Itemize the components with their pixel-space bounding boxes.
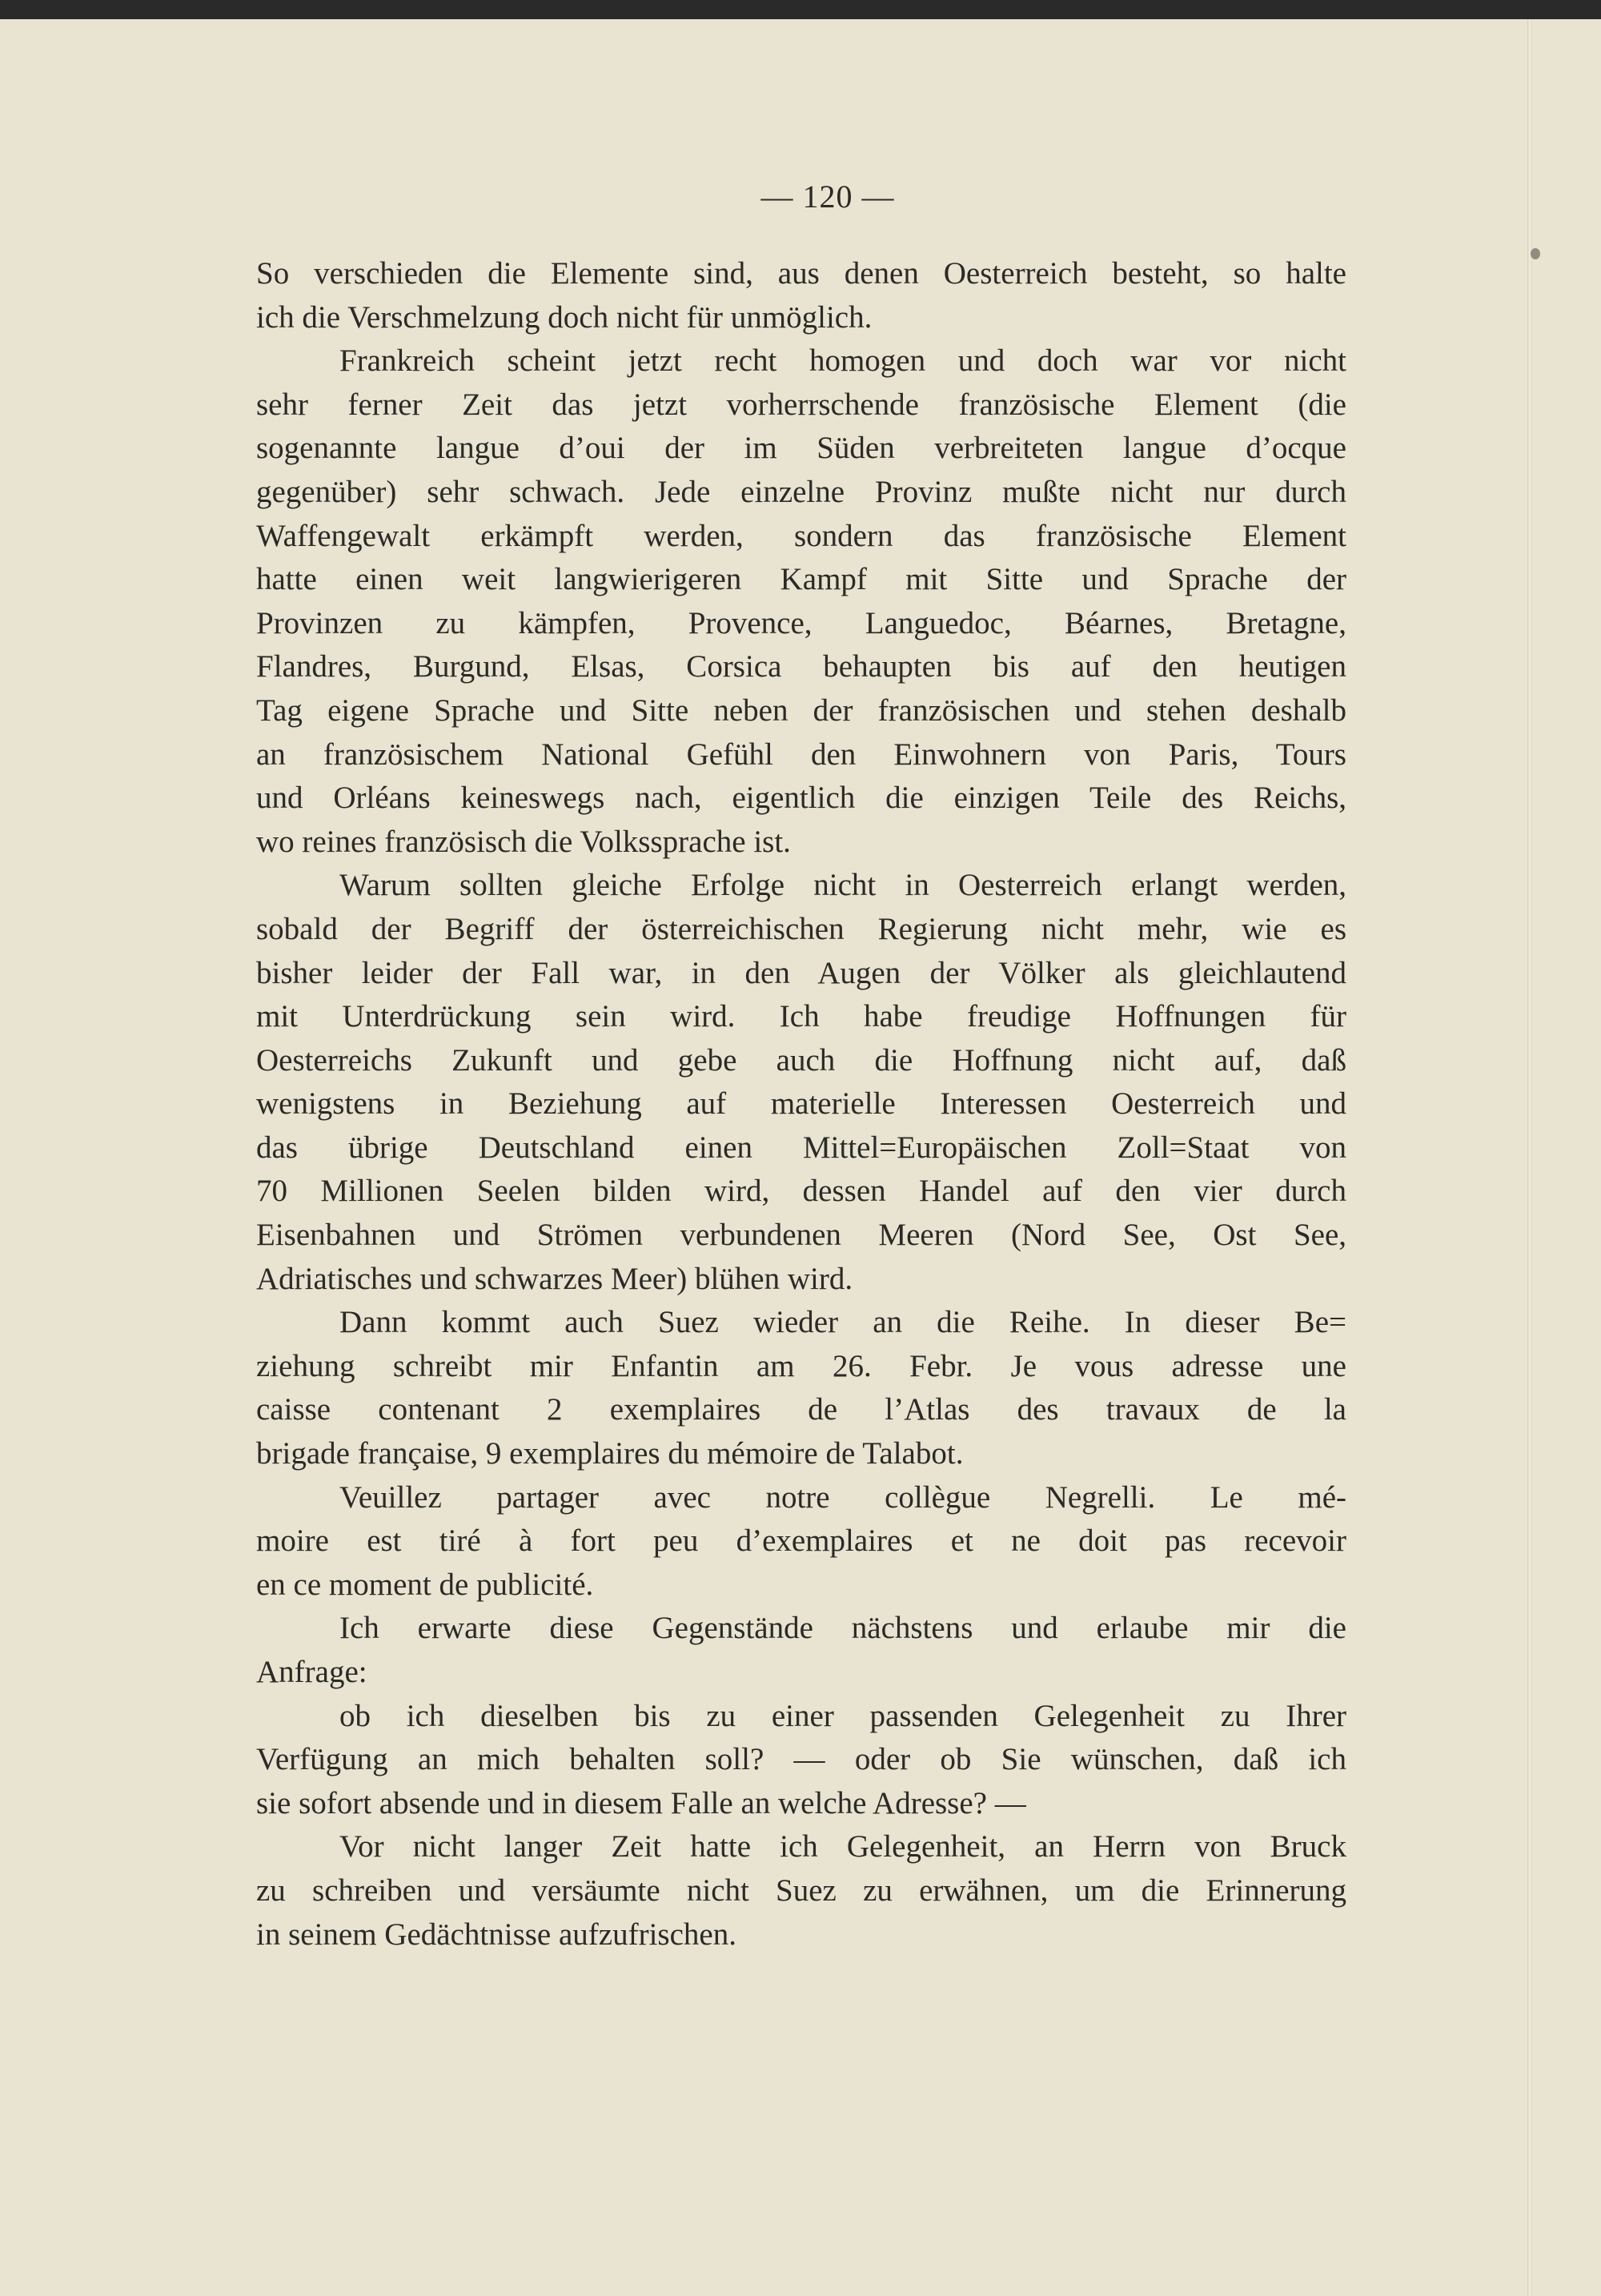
- text-line: das übrige Deutschland einen Mittel=Europäischen Zoll=Staat von: [256, 1130, 1346, 1165]
- text-line: ich die Verschmelzung doch nicht für unmöglich.: [256, 299, 873, 335]
- text-line: Oesterreichs Zukunft und gebe auch die Hoffnung nicht auf, daß: [256, 1042, 1346, 1078]
- text-line: Dann kommt auch Suez wieder an die Reihe. In dieser Be=: [339, 1305, 1346, 1340]
- text-line: Verfügung an mich behalten soll? — oder ob Sie wünschen, daß ich: [256, 1742, 1346, 1777]
- text-line: sie sofort absende und in diesem Falle an welche Adresse? —: [256, 1785, 1026, 1820]
- text-line: caisse contenant 2 exemplaires de l’Atlas des travaux de la: [256, 1392, 1346, 1427]
- body-text: [256, 252, 1346, 1957]
- text-line: gegenüber) sehr schwach. Jede einzelne Provinz mußte nicht nur durch: [256, 474, 1346, 509]
- text-line: und Orléans keineswegs nach, eigentlich die einzigen Teile des Reichs,: [256, 781, 1346, 816]
- text-line: ziehung schreibt mir Enfantin am 26. Febr. Je vous adresse une: [256, 1348, 1346, 1383]
- text-line: sogenannte langue d’oui der im Süden verbreiteten langue d’ocque: [256, 431, 1346, 466]
- text-line: Provinzen zu kämpfen, Provence, Languedoc, Béarnes, Bretagne,: [256, 605, 1346, 640]
- page-fold-line: [1527, 19, 1532, 2296]
- text-line: en ce moment de publicité.: [256, 1567, 594, 1602]
- text-line: sehr ferner Zeit das jetzt vorherrschende französische Element (die: [256, 387, 1346, 422]
- text-line: wo reines französisch die Volkssprache ist.: [256, 824, 791, 859]
- text-line: Vor nicht langer Zeit hatte ich Gelegenheit, an Herrn von Bruck: [339, 1829, 1346, 1864]
- text-line: wenigstens in Beziehung auf materielle Interessen Oesterreich und: [256, 1086, 1346, 1122]
- text-line: 70 Millionen Seelen bilden wird, dessen Handel auf den vier durch: [256, 1174, 1346, 1209]
- page-number: — 120 —: [760, 179, 895, 215]
- text-line: So verschieden die Elemente sind, aus denen Oesterreich besteht, so halte: [256, 256, 1346, 291]
- text-line: moire est tiré à fort peu d’exemplaires et ne doit pas recevoir: [256, 1523, 1346, 1559]
- scan-top-border: [0, 0, 1601, 19]
- text-line: Adriatisches und schwarzes Meer) blühen wird.: [256, 1261, 853, 1296]
- text-line: an französischem National Gefühl den Einwohnern von Paris, Tours: [256, 737, 1346, 772]
- text-line: in seinem Gedächtnisse aufzufrischen.: [256, 1917, 736, 1952]
- text-line: sobald der Begriff der österreichischen Regierung nicht mehr, wie es: [256, 911, 1346, 946]
- text-line: Eisenbahnen und Strömen verbundenen Meeren (Nord See, Ost See,: [256, 1218, 1346, 1253]
- text-line: zu schreiben und versäumte nicht Suez zu erwähnen, um die Erinnerung: [256, 1873, 1346, 1908]
- paper-spot: [1531, 248, 1540, 259]
- text-line: Tag eigene Sprache und Sitte neben der französischen und stehen deshalb: [256, 692, 1346, 728]
- text-line: Warum sollten gleiche Erfolge nicht in Oesterreich erlangt werden,: [339, 868, 1346, 903]
- text-line: Flandres, Burgund, Elsas, Corsica behaupten bis auf den heutigen: [256, 649, 1346, 684]
- text-line: mit Unterdrückung sein wird. Ich habe freudige Hoffnungen für: [256, 999, 1346, 1034]
- text-line: Waffengewalt erkämpft werden, sondern das französische Element: [256, 518, 1346, 553]
- text-line: brigade française, 9 exemplaires du mémoire de Talabot.: [256, 1436, 964, 1471]
- text-line: bisher leider der Fall war, in den Augen der Völker als gleichlautend: [256, 955, 1346, 990]
- text-line: ob ich dieselben bis zu einer passenden Gelegenheit zu Ihrer: [339, 1698, 1346, 1733]
- text-line: Frankreich scheint jetzt recht homogen und doch war vor nicht: [339, 343, 1346, 379]
- text-line: hatte einen weit langwierigeren Kampf mit Sitte und Sprache der: [256, 562, 1346, 597]
- text-line: Anfrage:: [256, 1655, 367, 1689]
- text-line: Ich erwarte diese Gegenstände nächstens und erlaube mir die: [339, 1611, 1346, 1646]
- text-line: Veuillez partager avec notre collègue Negrelli. Le mé-: [339, 1479, 1346, 1515]
